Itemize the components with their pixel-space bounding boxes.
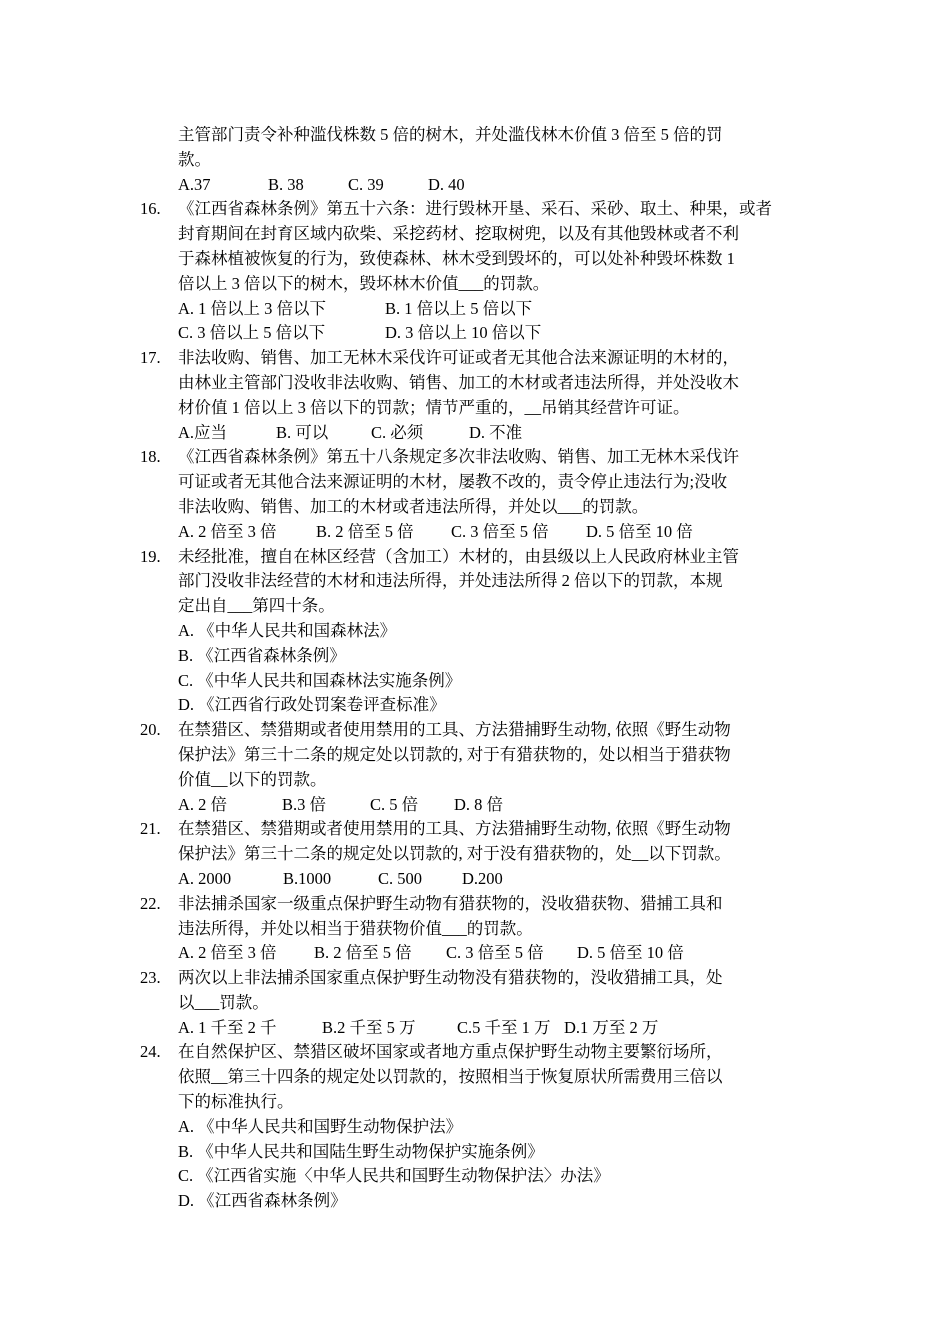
question-text-line: 在自然保护区、禁猎区破坏国家或者地方重点保护野生动物主要繁衍场所， <box>178 1042 723 1062</box>
option-c: C.5 千至 1 万 <box>457 1017 551 1037</box>
option-b: B. 1 倍以上 5 倍以下 <box>385 298 533 318</box>
question-17 <box>140 346 820 445</box>
question-text-line: 部门没收非法经营的木材和违法所得，并处违法所得 2 倍以下的罚款，本规 <box>178 571 723 591</box>
question-text-line: 在禁猎区、禁猎期或者使用禁用的工具、方法猎捕野生动物, 依照《野生动物 <box>178 819 731 839</box>
question-text-line: 封育期间在封育区域内砍柴、采挖药材、挖取树兜，以及有其他毁林或者不利 <box>178 224 739 244</box>
option-d: D. 5 倍至 10 倍 <box>577 943 684 963</box>
option-b: B. 2 倍至 5 倍 <box>316 521 414 541</box>
question-number: 19. <box>140 546 161 566</box>
option-c: C. 39 <box>348 174 384 194</box>
question-text-line: 非法收购、销售、加工无林木采伐许可证或者无其他合法来源证明的木材的， <box>178 348 739 368</box>
option-c: C. 必须 <box>371 422 424 442</box>
question-text-line: 两次以上非法捕杀国家重点保护野生动物没有猎获物的，没收猎捕工具，处 <box>178 968 723 988</box>
question-number: 16. <box>140 199 161 219</box>
question-number: 23. <box>140 968 161 988</box>
options-row <box>140 173 820 198</box>
option-b: B. 38 <box>268 174 304 194</box>
option-a: A. 1 倍以上 3 倍以下 <box>178 298 327 318</box>
option-d: D.200 <box>462 868 503 888</box>
options-row <box>178 867 820 892</box>
question-text-line: 《江西省森林条例》第五十六条：进行毁林开垦、采石、采砂、取土、种果，或者 <box>178 199 772 219</box>
option-a: A. 2000 <box>178 868 232 888</box>
question-number: 21. <box>140 819 161 839</box>
question-text-line: 违法所得，并处以相当于猎获物价值___的罚款。 <box>178 918 533 938</box>
option-d: D. 《江西省森林条例》 <box>178 1191 347 1211</box>
option-b: B.3 倍 <box>282 794 327 814</box>
question-text-line: 在禁猎区、禁猎期或者使用禁用的工具、方法猎捕野生动物, 依照《野生动物 <box>178 720 731 740</box>
option-c: C. 《江西省实施〈中华人民共和国野生动物保护法〉办法》 <box>178 1166 610 1186</box>
question-text-line: 下的标准执行。 <box>178 1092 294 1112</box>
option-d: D.1 万至 2 万 <box>564 1017 659 1037</box>
question-text-line: 未经批准，擅自在林区经营（含加工）木材的，由县级以上人民政府林业主管 <box>178 546 739 566</box>
option-c: C. 5 倍 <box>370 794 419 814</box>
question-list <box>140 123 820 1214</box>
question-21 <box>140 817 820 891</box>
question-text-line: 可证或者无其他合法来源证明的木材，屡教不改的，责令停止违法行为;没收 <box>178 472 728 492</box>
question-number: 22. <box>140 893 161 913</box>
option-a: A. 1 千至 2 千 <box>178 1017 277 1037</box>
question-text-line: 材价值 1 倍以上 3 倍以下的罚款；情节严重的，__吊销其经营许可证。 <box>178 397 690 417</box>
question-19 <box>140 545 820 719</box>
question-text-line: 价值__以下的罚款。 <box>178 769 327 789</box>
options-row <box>178 941 820 966</box>
option-d: D. 不准 <box>469 422 523 442</box>
question-number: 20. <box>140 720 161 740</box>
question-22 <box>140 892 820 966</box>
options-row <box>178 321 820 346</box>
options-row <box>178 421 820 446</box>
question-16 <box>140 197 820 346</box>
question-text-line: 非法收购、销售、加工的木材或者违法所得，并处以___的罚款。 <box>178 496 649 516</box>
option-b: B. 《中华人民共和国陆生野生动物保护实施条例》 <box>178 1141 544 1161</box>
option-b: B.2 千至 5 万 <box>322 1017 416 1037</box>
question-text-line: 非法捕杀国家一级重点保护野生动物有猎获物的，没收猎获物、猎捕工具和 <box>178 893 723 913</box>
option-d: D. 8 倍 <box>454 794 504 814</box>
question-20 <box>140 718 820 817</box>
question-text-line: 保护法》第三十二条的规定处以罚款的, 对于有猎获物的，处以相当于猎获物 <box>178 744 731 764</box>
option-d: D. 40 <box>428 174 465 194</box>
question-text-line: 《江西省森林条例》第五十八条规定多次非法收购、销售、加工无林木采伐许 <box>178 447 739 467</box>
question-text-line: 定出自___第四十条。 <box>178 596 335 616</box>
options-row <box>178 297 820 322</box>
question-24 <box>140 1040 820 1214</box>
question-number: 24. <box>140 1042 161 1062</box>
option-c: C. 3 倍至 5 倍 <box>446 943 544 963</box>
option-c: C. 《中华人民共和国森林法实施条例》 <box>178 670 462 690</box>
option-c: C. 500 <box>378 868 423 888</box>
question-text-line: 主管部门责令补种滥伐株数 5 倍的树木，并处滥伐林木价值 3 倍至 5 倍的罚 <box>178 125 723 144</box>
option-a: A.应当 <box>178 422 228 442</box>
question-text-line: 由林业主管部门没收非法收购、销售、加工的木材或者违法所得，并处没收木 <box>178 372 739 392</box>
question-text-line: 于森林植被恢复的行为，致使森林、林木受到毁坏的，可以处补种毁坏株数 1 <box>178 248 735 268</box>
options-row <box>178 1016 820 1041</box>
option-a: A. 《中华人民共和国森林法》 <box>178 620 397 640</box>
option-c: C. 3 倍以上 5 倍以下 <box>178 323 326 343</box>
question-number: 18. <box>140 447 161 467</box>
option-a: A. 《中华人民共和国野生动物保护法》 <box>178 1116 463 1136</box>
option-d: D. 《江西省行政处罚案卷评查标准》 <box>178 695 446 715</box>
question-23 <box>140 966 820 1040</box>
option-b: B.1000 <box>283 868 332 888</box>
option-a: A. 2 倍至 3 倍 <box>178 521 277 541</box>
option-b: B. 2 倍至 5 倍 <box>314 943 412 963</box>
option-d: D. 5 倍至 10 倍 <box>586 521 693 541</box>
options-row <box>178 793 820 818</box>
question-text-line: 依照__第三十四条的规定处以罚款的，按照相当于恢复原状所需费用三倍以 <box>178 1067 723 1087</box>
question-text-line: 倍以上 3 倍以下的树木，毁坏林木价值___的罚款。 <box>178 273 550 293</box>
option-a: A. 2 倍至 3 倍 <box>178 943 277 963</box>
question-18 <box>140 445 820 544</box>
option-d: D. 3 倍以上 10 倍以下 <box>385 323 542 343</box>
option-a: A. 2 倍 <box>178 794 228 814</box>
question-15-continuation <box>140 123 820 197</box>
question-text-line: 保护法》第三十二条的规定处以罚款的, 对于没有猎获物的，处__以下罚款。 <box>178 844 731 864</box>
options-row <box>178 520 820 545</box>
option-b: B. 可以 <box>276 422 329 442</box>
question-number: 17. <box>140 348 161 368</box>
option-b: B. 《江西省森林条例》 <box>178 645 346 665</box>
question-text-line: 款。 <box>178 149 211 169</box>
option-a: A.37 <box>178 174 211 194</box>
option-c: C. 3 倍至 5 倍 <box>451 521 549 541</box>
question-text-line: 以___罚款。 <box>178 992 269 1012</box>
